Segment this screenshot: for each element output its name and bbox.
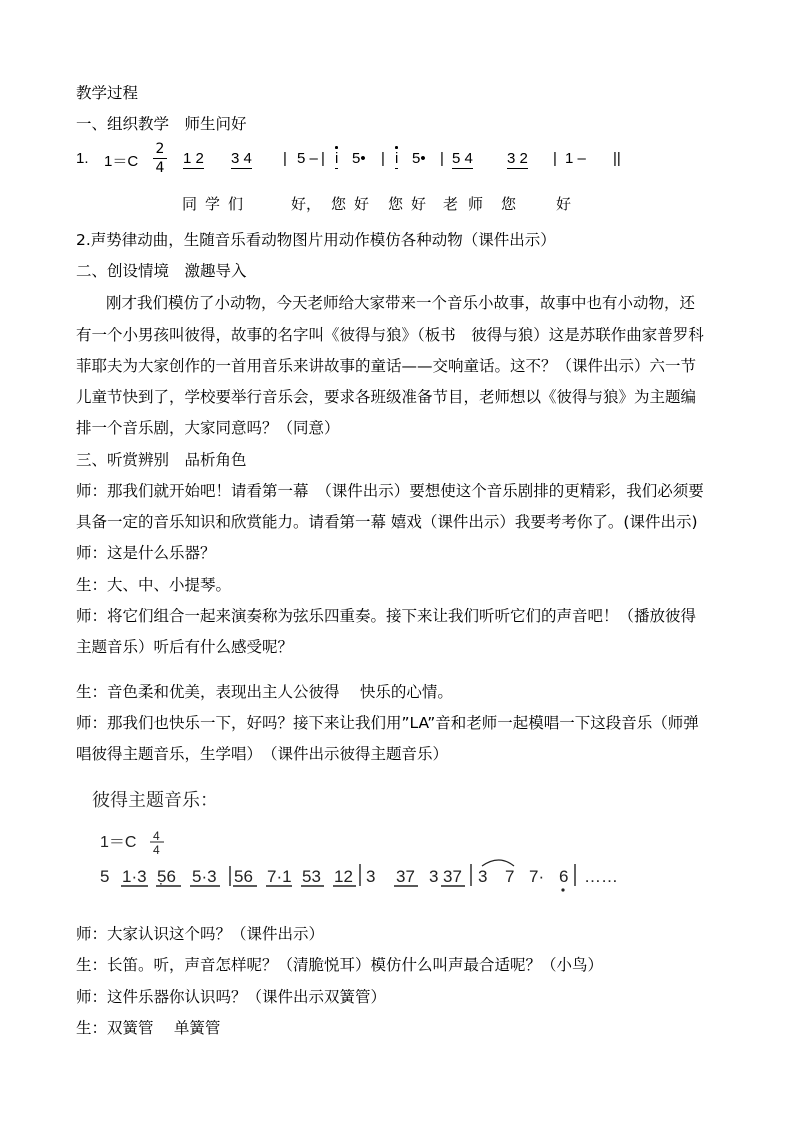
score-1-m5a: 5 4 xyxy=(452,150,473,167)
dialog-line: 生：音色柔和优美，表现出主人公彼得 快乐的心情。 xyxy=(76,683,453,701)
svg-text:5̣6: 5̣6 xyxy=(157,867,176,886)
theme-notes xyxy=(100,860,618,892)
time-top: 2 xyxy=(155,141,165,157)
svg-text:37: 37 xyxy=(443,867,462,886)
dialog-line: 具备一定的音乐知识和欣赏能力。请看第一幕 嬉戏（课件出示）我要考考你了。(课件出示) xyxy=(76,513,698,531)
lyric: 同 xyxy=(182,195,198,213)
svg-text:12: 12 xyxy=(334,867,353,886)
theme-key: 1＝C xyxy=(100,834,137,851)
svg-text:1·3: 1·3 xyxy=(122,867,147,886)
svg-text:7·: 7· xyxy=(529,867,545,886)
dialog-line: 唱彼得主题音乐，生学唱） （课件出示彼得主题音乐） xyxy=(76,745,449,763)
final-barline: || xyxy=(613,150,621,167)
score-1-m4b: 5• xyxy=(412,150,426,167)
svg-text:56: 56 xyxy=(234,867,253,886)
score-1-m3a: i xyxy=(335,150,339,167)
score-1-key: 1＝C xyxy=(104,153,139,170)
paragraph-line: 刚才我们模仿了小动物，今天老师给大家带来一个音乐小故事，故事中也有小动物，还 xyxy=(106,294,696,312)
svg-text:3: 3 xyxy=(366,867,376,886)
section-1-title: 一、组织教学 师生问好 xyxy=(76,115,247,133)
lyric: 好 xyxy=(354,195,370,213)
heading-process: 教学过程 xyxy=(76,84,139,102)
score-1-m6: 1 – xyxy=(565,150,586,167)
svg-text:3: 3 xyxy=(429,867,439,886)
paragraph-line: 排一个音乐剧，大家同意吗？（同意） xyxy=(76,419,340,437)
svg-text:4: 4 xyxy=(153,829,160,843)
section-2-title: 二、创设情境 激趣导入 xyxy=(76,262,247,280)
lyric: 们 xyxy=(228,195,244,213)
paragraph-line: 有一个小男孩叫彼得，故事的名字叫《彼得与狼》（板书 彼得与狼）这是苏联作曲家普罗科 xyxy=(76,326,704,344)
barline: | xyxy=(283,150,287,167)
lyric: 您 xyxy=(501,195,517,213)
theme-time-signature xyxy=(150,829,164,857)
dialog-line: 师：这件乐器你认识吗？（课件出示双簧管） xyxy=(76,988,387,1006)
dialog-line: 师：这是什么乐器？ xyxy=(76,544,216,562)
barline: | xyxy=(553,150,557,167)
time-bottom: 4 xyxy=(155,160,165,176)
dialog-line: 主题音乐）听后有什么感受呢？ xyxy=(76,638,294,656)
score-1-time-signature xyxy=(153,141,167,176)
lyric: 师 xyxy=(468,195,484,213)
dialog-line: 生：双簧管 单簧管 xyxy=(76,1019,221,1037)
svg-text:……: …… xyxy=(584,867,618,886)
svg-text:5: 5 xyxy=(100,867,110,886)
score-1-m3b: 5• xyxy=(352,150,366,167)
lyric: 您 xyxy=(388,195,404,213)
dialog-line: 生：大、中、小提琴。 xyxy=(76,576,232,594)
score-1-m4a: i xyxy=(395,150,399,167)
score-1-m2: 5 – xyxy=(297,150,318,167)
dialog-line: 师：将它们组合一起来演奏称为弦乐四重奏。接下来让我们听听它们的声音吧！（播放彼得 xyxy=(76,607,697,625)
dialog-line: 师：那我们就开始吧！请看第一幕 （课件出示）要想使这个音乐剧排的更精彩，我们必须要 xyxy=(76,482,704,500)
dialog-line: 生：长笛。听，声音怎样呢？（清脆悦耳）模仿什么叫声最合适呢？（小鸟） xyxy=(76,956,604,974)
svg-text:7·1: 7·1 xyxy=(267,867,292,886)
lyric: 老 xyxy=(443,195,459,213)
theme-title: 彼得主题音乐： xyxy=(92,790,218,810)
score-1-m1a: 1 2 xyxy=(183,150,204,167)
barline: | xyxy=(321,150,325,167)
svg-text:6: 6 xyxy=(559,867,569,886)
svg-text:5·3: 5·3 xyxy=(192,867,217,886)
item-2: 2.声势律动曲，生随音乐看动物图片用动作模仿各种动物（课件出示） xyxy=(76,231,556,249)
barline: | xyxy=(381,150,385,167)
svg-text:3: 3 xyxy=(478,867,488,886)
lyric: 好 xyxy=(556,195,572,213)
score-1-m1b: 3 4 xyxy=(231,150,252,167)
score-1-m5b: 3 2 xyxy=(507,150,528,167)
lyric: 学 xyxy=(205,195,221,213)
lyric: 好， xyxy=(291,195,322,213)
dialog-line: 师：大家认识这个吗？（课件出示） xyxy=(76,925,325,943)
svg-text:53: 53 xyxy=(302,867,321,886)
lyric: 您 xyxy=(331,195,347,213)
paragraph-line: 菲耶夫为大家创作的一首用音乐来讲故事的童话——交响童话。这不？（课件出示）六一节 xyxy=(76,357,697,375)
lyric: 好 xyxy=(411,195,427,213)
score-1-label: 1. xyxy=(76,150,89,167)
dialog-line: 师：那我们也快乐一下，好吗？接下来让我们用”LA”音和老师一起模唱一下这段音乐（师弹 xyxy=(76,714,699,732)
svg-text:4: 4 xyxy=(153,843,160,857)
svg-text:37: 37 xyxy=(396,867,415,886)
barline: | xyxy=(440,150,444,167)
paragraph-line: 儿童节快到了，学校要举行音乐会，要求各班级准备节目，老师想以《彼得与狼》为主题编 xyxy=(76,388,697,406)
section-3-title: 三、听赏辨别 品析角色 xyxy=(76,451,247,469)
svg-text:7: 7 xyxy=(505,867,515,886)
peter-theme-score-image xyxy=(84,780,644,900)
